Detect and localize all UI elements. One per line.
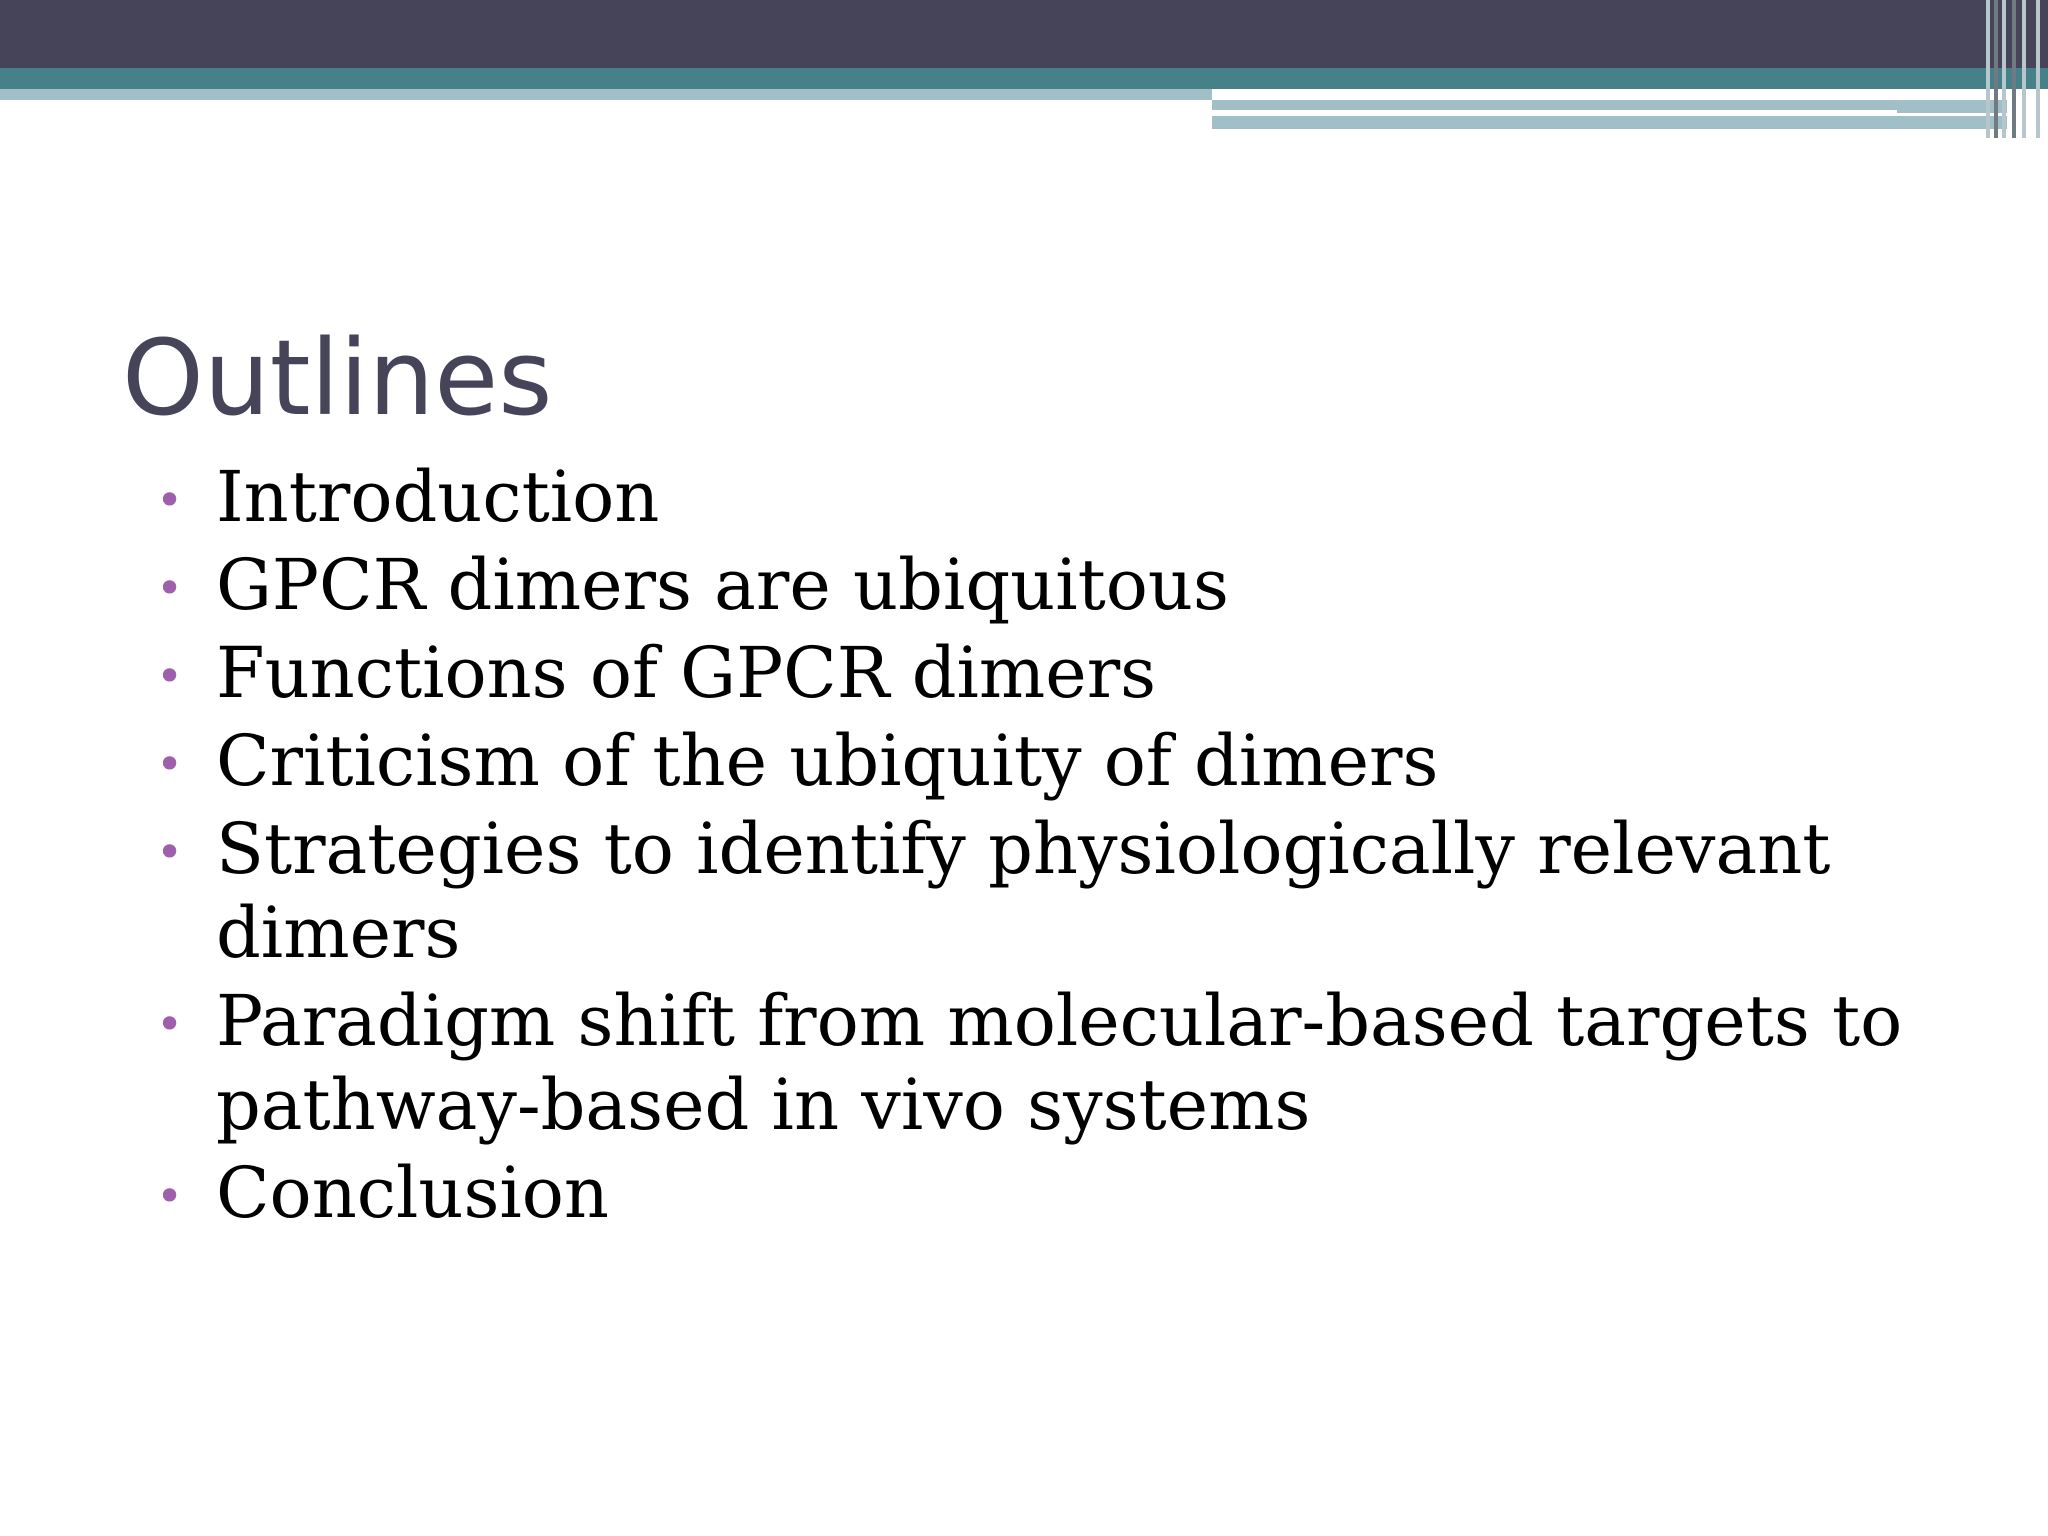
header-stripe [2022,0,2026,138]
header-white-line-lower [1650,129,2007,139]
bullet-item [156,979,2016,1147]
bullet-list [156,455,2016,1239]
header-stripe [1986,0,1990,138]
header-stripe [2036,0,2040,138]
bullet-text: Criticism of the ubiquity of dimers [216,720,1439,802]
bullet-text: Functions of GPCR dimers [216,632,1157,714]
bullet-text: Strategies to identify physiologically relevant dimers [216,808,1831,974]
bullet-item [156,455,2016,539]
bullet-text: GPCR dimers are ubiquitous [216,544,1229,626]
header-band-light-right-lower [1212,116,2007,129]
bullet-item [156,631,2016,715]
bullet-item [156,719,2016,803]
bullet-item [156,1151,2016,1235]
bullet-icon: • [156,473,184,527]
bullet-icon: • [156,561,184,615]
header-band-light-left [0,89,1212,100]
bullet-icon: • [156,649,184,703]
bullet-text: Introduction [216,456,660,538]
header-band-teal [0,68,2048,89]
header-stripe [2012,0,2016,138]
bullet-icon: • [156,737,184,791]
bullet-icon: • [156,997,184,1051]
bullet-text: Conclusion [216,1152,609,1234]
bullet-text: Paradigm shift from molecular-based targets to pathway-based in vivo systems [216,980,1903,1146]
bullet-item [156,543,2016,627]
bullet-icon: • [156,825,184,879]
slide-title: Outlines [122,317,553,439]
header-band-dark [0,0,2048,68]
bullet-item [156,807,2016,975]
header-stripe [2002,0,2006,138]
bullet-icon: • [156,1169,184,1223]
header-stripe [1994,0,1998,138]
